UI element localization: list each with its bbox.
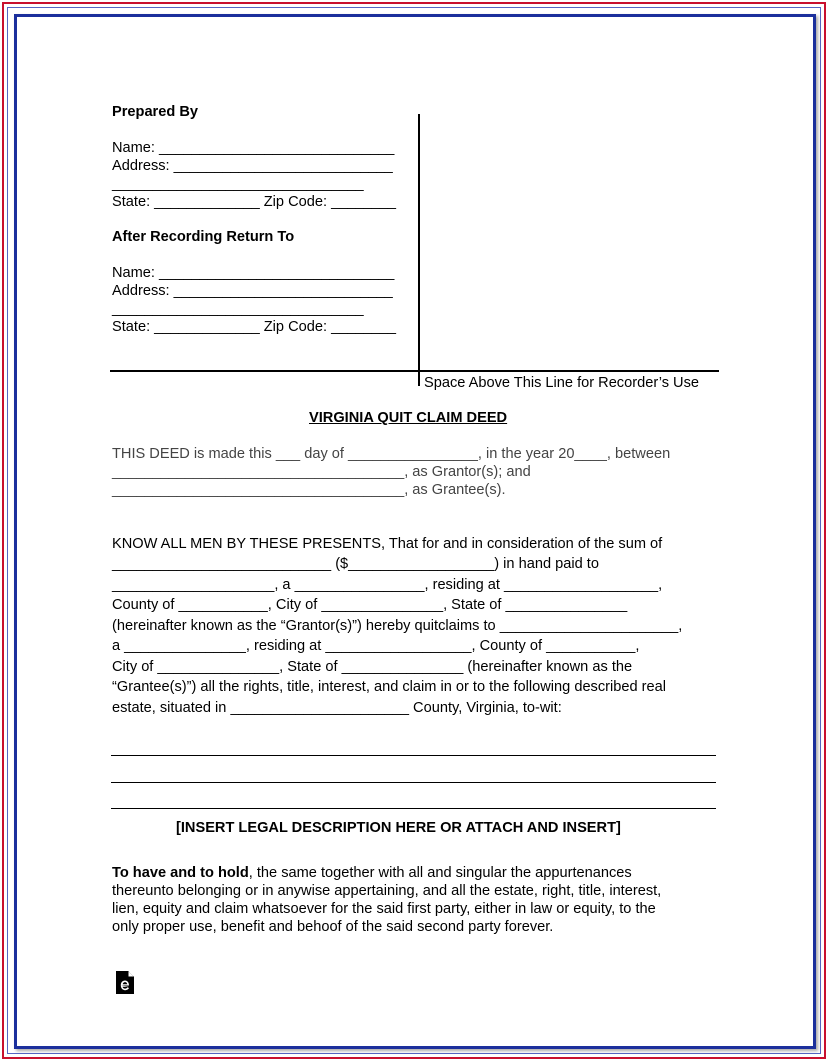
consideration-line-9[interactable]: estate, situated in ______________________ County, Virginia, to-wit: <box>112 700 562 716</box>
after-recording-address-field[interactable]: Address: ___________________________ <box>112 283 393 299</box>
prepared-by-name-field[interactable]: Name: _____________________________ <box>112 140 395 156</box>
recorder-space-note: Space Above This Line for Recorder’s Use <box>424 375 700 391</box>
consideration-line-6[interactable]: a _______________, residing at __________________, County of ___________, <box>112 638 640 654</box>
deed-intro-line-3[interactable]: ____________________________________, as Grantee(s). <box>112 482 506 498</box>
legal-description-instruction: [INSERT LEGAL DESCRIPTION HERE OR ATTACH AND INSERT] <box>176 820 621 836</box>
after-recording-address-line2[interactable]: _______________________________ <box>112 301 364 317</box>
habendum-lead: To have and to hold <box>112 865 249 881</box>
habendum-line-1-rest: , the same together with all and singular the appurtenances <box>248 865 632 881</box>
legal-description-line-3[interactable] <box>111 808 716 809</box>
consideration-line-1: KNOW ALL MEN BY THESE PRESENTS, That for and in consideration of the sum of <box>112 536 663 552</box>
document-e-icon <box>115 970 135 995</box>
recorder-vertical-divider <box>418 114 420 386</box>
legal-description-line-2[interactable] <box>111 782 716 783</box>
prepared-by-heading: Prepared By <box>112 104 198 120</box>
document-title: VIRGINIA QUIT CLAIM DEED <box>309 410 508 426</box>
after-recording-name-field[interactable]: Name: _____________________________ <box>112 265 395 281</box>
after-recording-heading: After Recording Return To <box>112 229 295 245</box>
consideration-line-3[interactable]: ____________________, a ________________, residing at ___________________, <box>112 577 663 593</box>
habendum-line-1 <box>112 864 632 882</box>
consideration-line-5[interactable]: (hereinafter known as the “Grantor(s)”) hereby quitclaims to ______________________, <box>112 618 683 634</box>
recorder-horizontal-divider <box>110 370 719 372</box>
consideration-line-2[interactable]: ___________________________ ($__________________) in hand paid to <box>112 556 599 572</box>
after-recording-state-zip-field[interactable]: State: _____________ Zip Code: ________ <box>112 319 397 335</box>
consideration-line-7[interactable]: City of _______________, State of _______________ (hereinafter known as the <box>112 659 633 675</box>
legal-description-line-1[interactable] <box>111 755 716 756</box>
prepared-by-state-zip-field[interactable]: State: _____________ Zip Code: ________ <box>112 194 397 210</box>
prepared-by-address-field[interactable]: Address: ___________________________ <box>112 158 393 174</box>
prepared-by-address-line2[interactable]: _______________________________ <box>112 176 364 192</box>
deed-intro-line-2[interactable]: ____________________________________, as Grantor(s); and <box>112 464 531 480</box>
habendum-line-2: thereunto belonging or in anywise appertaining, and all the estate, right, title, interest, <box>112 883 662 899</box>
habendum-line-3: lien, equity and claim whatsoever for the said first party, either in law or equity, to the <box>112 901 656 917</box>
consideration-line-8: “Grantee(s)”) all the rights, title, interest, and claim in or to the following described real <box>112 679 666 695</box>
consideration-line-4[interactable]: County of ___________, City of _______________, State of _______________ <box>112 597 628 613</box>
habendum-line-4: only proper use, benefit and behoof of the said second party forever. <box>112 919 554 935</box>
deed-intro-line-1[interactable]: THIS DEED is made this ___ day of ________________, in the year 20____, between <box>112 446 671 462</box>
